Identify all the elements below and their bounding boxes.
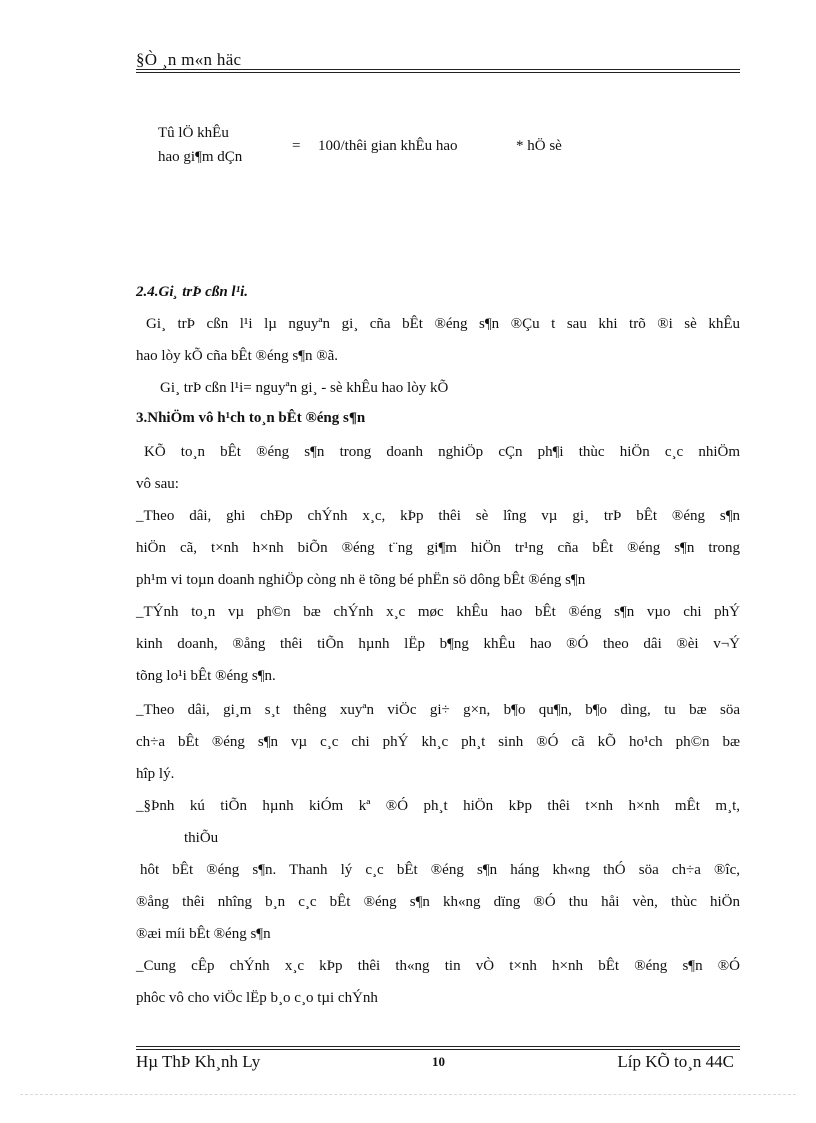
footer-author: Hµ ThÞ Kh¸nh Ly	[136, 1052, 261, 1071]
paragraph-line: _Theo dâi, ghi chÐp chÝnh x¸c, kÞp thêi sè lîng vµ gi¸ trÞ bÊt ®éng s¶n	[136, 508, 740, 524]
paragraph-line: hîp lý.	[136, 766, 175, 782]
paragraph-line: ®æi míi bÊt ®éng s¶n	[136, 926, 271, 942]
paragraph-line: ®ång thêi nhîng b¸n c¸c bÊt ®éng s¶n kh«ng dïng ®Ó thu håi vèn, thùc hiÖn	[136, 894, 740, 910]
page-number: 10	[432, 1054, 445, 1069]
page-bottom-divider	[20, 1094, 796, 1095]
paragraph-line: phôc vô cho viÖc lËp b¸o c¸o tµi chÝnh	[136, 990, 378, 1006]
paragraph-line: kinh doanh, ®ång thêi tiÕn hµnh lËp b¶ng khÊu hao ®Ó theo dâi ®èi v¬Ý	[136, 636, 740, 652]
formula-equals: =	[292, 138, 301, 154]
section-3-title: 3.NhiÖm vô h¹ch to¸n bÊt ®éng s¶n	[136, 410, 366, 426]
paragraph-line: hôt bÊt ®éng s¶n. Thanh lý c¸c bÊt ®éng s¶n háng kh«ng thÓ söa ch÷a ®îc,	[140, 862, 740, 878]
paragraph-line: hao lòy kÕ cña bÊt ®éng s¶n ®ã.	[136, 348, 339, 364]
paragraph-line: Gi¸ trÞ cßn l¹i lµ nguyªn gi¸ cña bÊt ®éng s¶n ®Çu t sau khi trõ ®i sè khÊu	[146, 316, 740, 332]
header-rule-bottom	[136, 72, 740, 73]
formula-left-line-2: hao gi¶m dÇn	[158, 149, 243, 165]
footer-rule-top	[136, 1046, 740, 1047]
paragraph-line: _TÝnh to¸n vµ ph©n bæ chÝnh x¸c møc khÊu hao bÊt ®éng s¶n vµo chi phÝ	[136, 604, 740, 620]
paragraph-line: hiÖn cã, t×nh h×nh biÕn ®éng t¨ng gi¶m hiÖn tr¹ng cña bÊt ®éng s¶n trong	[136, 540, 740, 556]
section-2-4-title: 2.4.Gi¸ trÞ cßn l¹i.	[136, 284, 248, 300]
formula-left-line-1: Tû lÖ khÊu	[158, 125, 229, 141]
header-rule-top	[136, 69, 740, 70]
paragraph-line: _Cung cÊp chÝnh x¸c kÞp thêi th«ng tin vÒ t×nh h×nh bÊt ®éng s¶n ®Ó	[136, 958, 740, 974]
paragraph-line: vô sau:	[136, 476, 179, 492]
paragraph-line: ph¹m vi toµn doanh nghiÖp còng nh ë tõng bé phËn sö dông bÊt ®éng s¶n	[136, 572, 586, 588]
document-header-title: §Ò ¸n m«n häc	[136, 50, 242, 69]
paragraph-line: ch÷a bÊt ®éng s¶n vµ c¸c chi phÝ kh¸c ph¸t sinh ®Ó cã kÕ ho¹ch ph©n bæ	[136, 734, 740, 750]
paragraph-line: KÕ to¸n bÊt ®éng s¶n trong doanh nghiÖp cÇn ph¶i thùc hiÖn c¸c nhiÖm	[144, 444, 740, 460]
paragraph-line: _Theo dâi, gi¸m s¸t thêng xuyªn viÖc gi÷ g×n, b¶o qu¶n, b¶o dìng, tu bæ söa	[136, 702, 740, 718]
paragraph-line: Gi¸ trÞ cßn l¹i= nguyªn gi¸ - sè khÊu hao lòy kÕ	[160, 380, 449, 396]
footer-rule-bottom	[136, 1049, 740, 1050]
footer-class-name: Líp KÕ to¸n 44C	[617, 1052, 734, 1071]
paragraph-line: _§Þnh kú tiÕn hµnh kiÓm kª ®Ó ph¸t hiÖn kÞp thêi t×nh h×nh mÊt m¸t,	[136, 798, 740, 814]
formula-multiplier: * hÖ sè	[516, 138, 562, 154]
paragraph-line: thiÕu	[184, 830, 219, 846]
formula-right: 100/thêi gian khÊu hao	[318, 138, 458, 154]
paragraph-line: tõng lo¹i bÊt ®éng s¶n.	[136, 668, 276, 684]
